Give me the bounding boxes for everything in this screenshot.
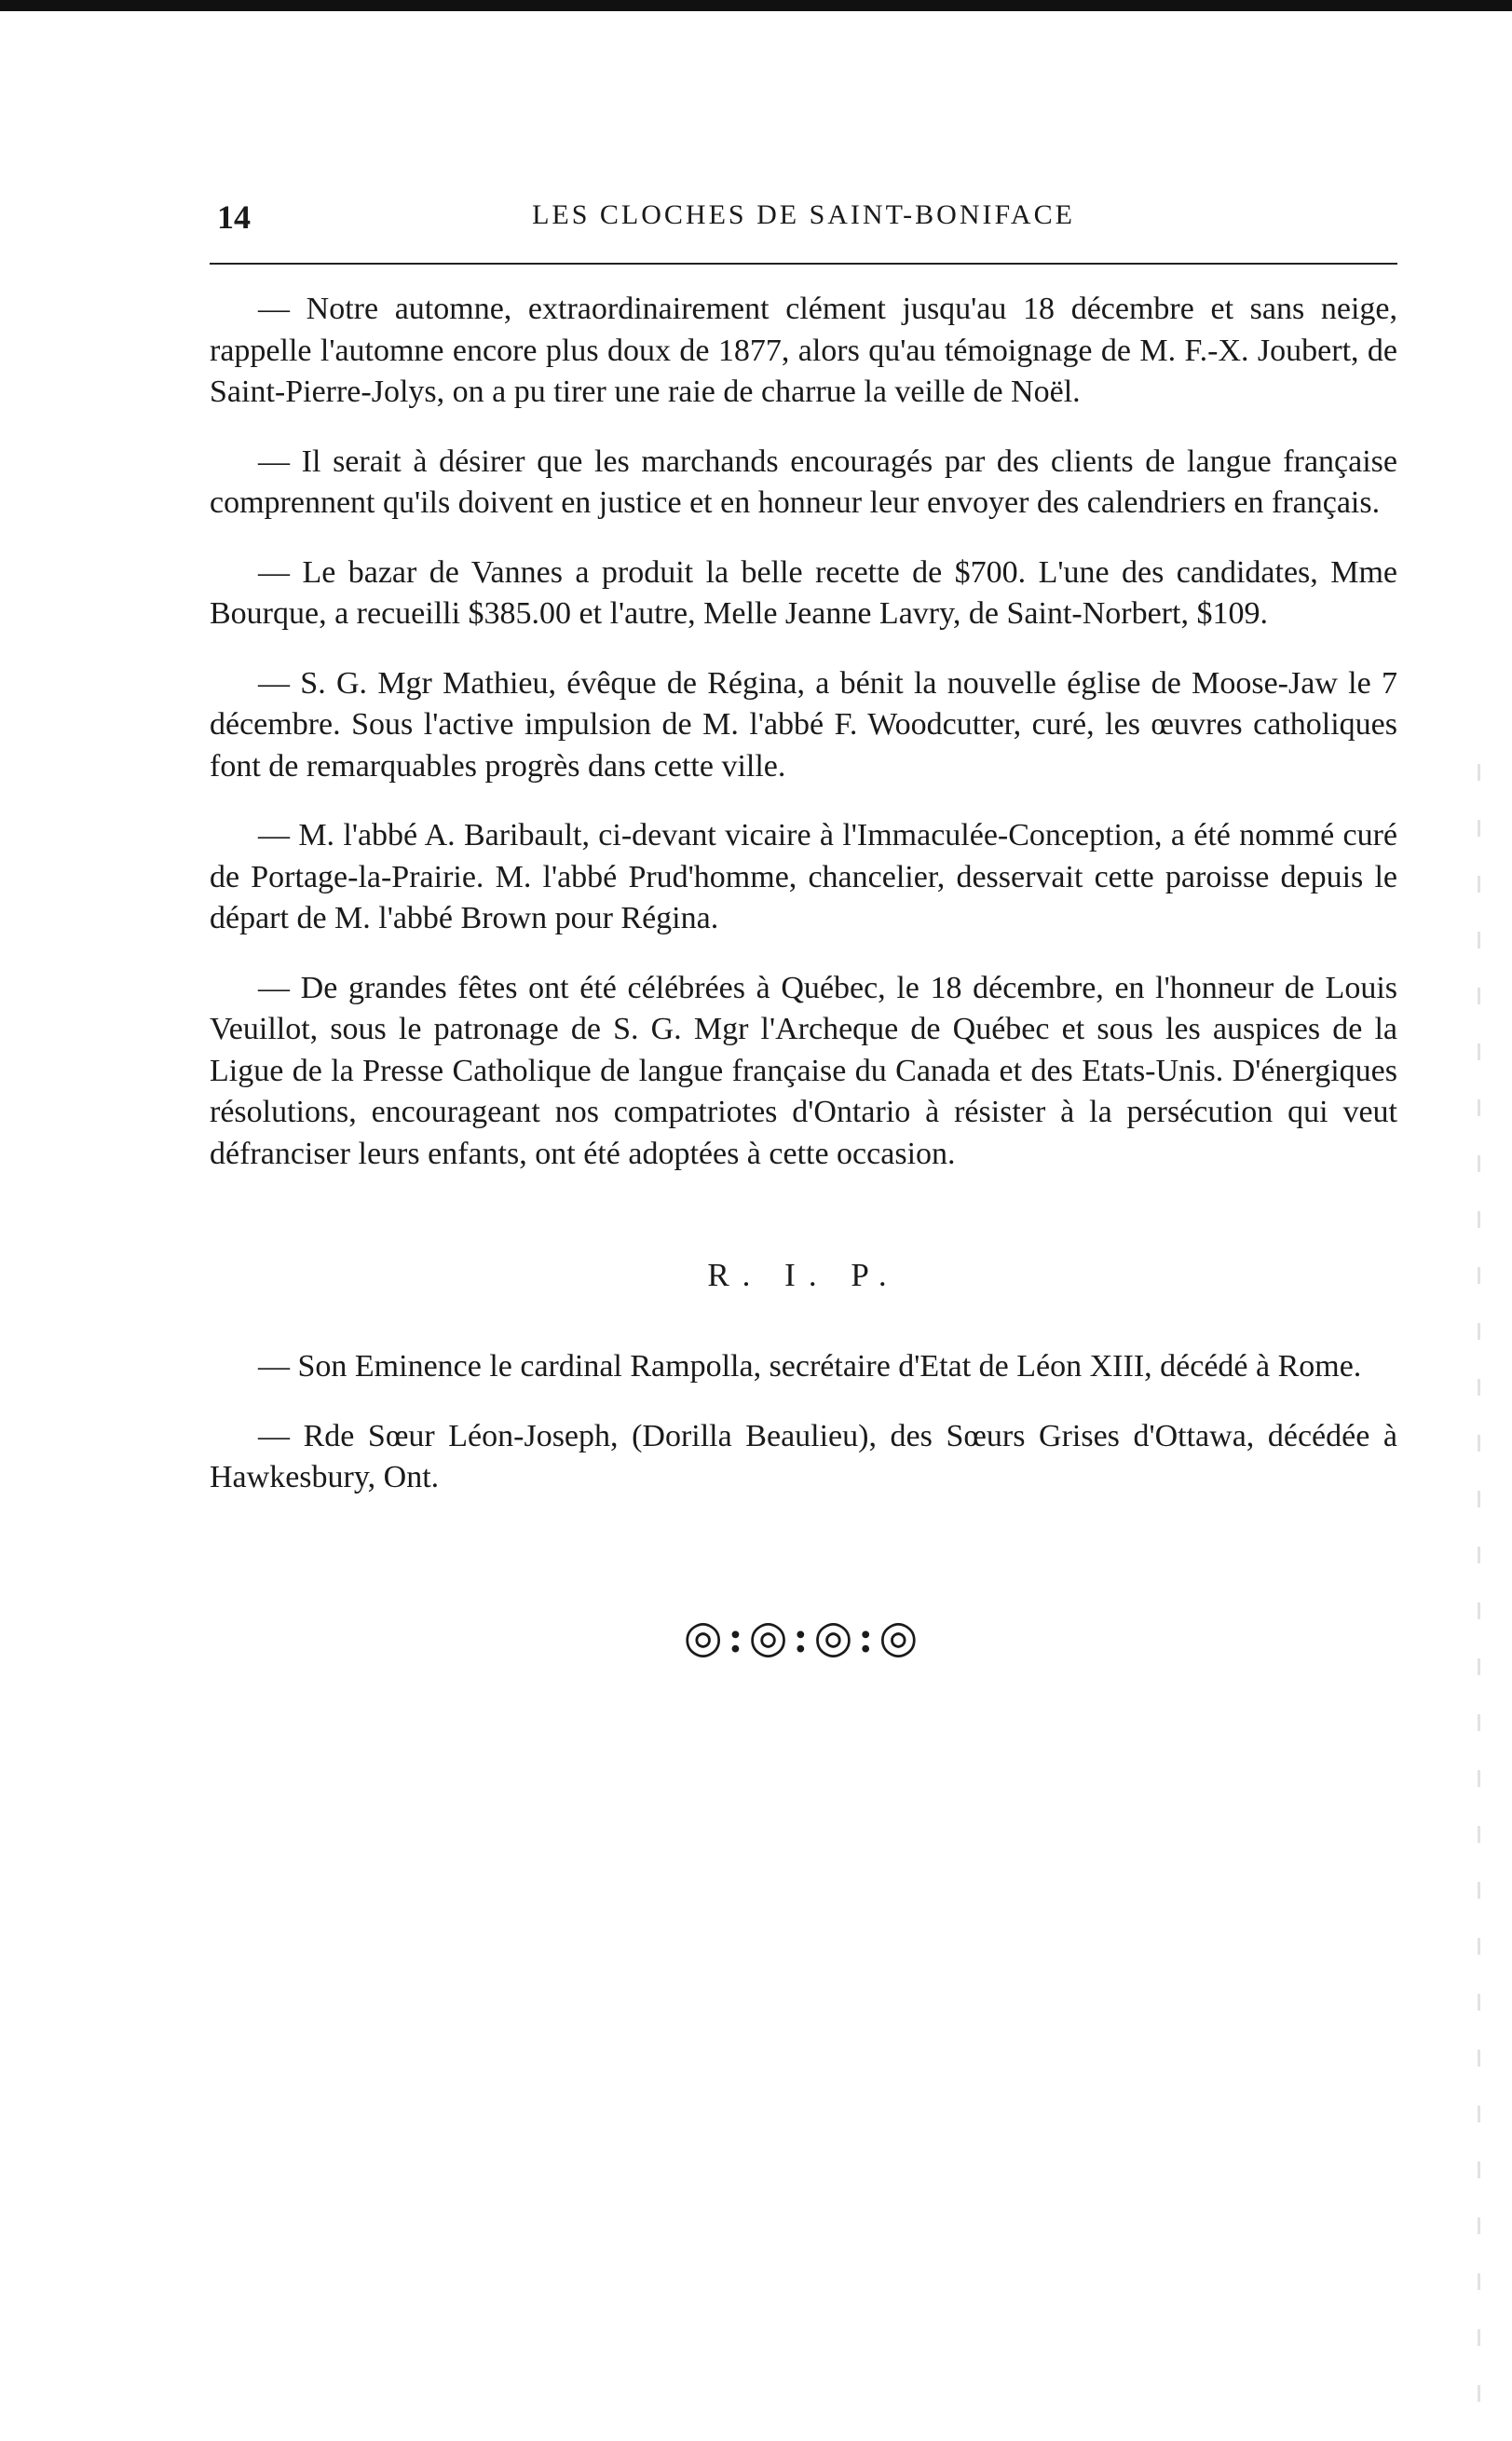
rip-heading: R. I. P. [707, 1257, 900, 1293]
news-item-quebec: — De grandes fêtes ont été célébrées à Québec, le 18 décembre, en l'honneur de Louis Veuillot, sous le patronage de S. G. Mgr l'Archeque de Québec et sous les auspices de la Ligue de la Presse Catholique de langue française du Canada et des Etats-Unis. D'énergiques résolutions, encourageant nos compatriotes d'Ontario à résister à la persécution qui veut défranciser leurs enfants, ont été adoptées à cette occasion. [210, 970, 1397, 1171]
page-number: 14 [217, 198, 251, 236]
obituary-rampolla: — Son Eminence le cardinal Rampolla, secrétaire d'Etat de Léon XIII, décédé à Rome. [258, 1349, 1362, 1384]
news-item-bazar: — Le bazar de Vannes a produit la belle recette de $700. L'une des candidates, Mme Bourque, a recueilli $385.00 et l'autre, Melle Jeanne Lavry, de Saint-Norbert, $109. [210, 554, 1397, 631]
header-rule [210, 263, 1397, 265]
page-edge-shadow [1478, 764, 1480, 2441]
ornament-icon: ◎:◎:◎:◎ [683, 1612, 924, 1662]
news-item-calendars: — Il serait à désirer que les marchands encouragés par des clients de langue française comprennent qu'ils doivent en justice et en honneur leur envoyer des calendriers en français. [210, 443, 1397, 520]
running-title: LES CLOCHES DE SAINT-BONIFACE [532, 199, 1075, 230]
news-item-moose-jaw: — S. G. Mgr Mathieu, évêque de Régina, a bénit la nouvelle église de Moose-Jaw le 7 décembre. Sous l'active impulsion de M. l'abbé F. Woodcutter, curé, les œuvres catholiques font de remarquables progrès dans cette ville. [210, 665, 1397, 784]
document-page [210, 186, 1397, 1663]
news-item-autumn: — Notre automne, extraordinairement clément jusqu'au 18 décembre et sans neige, rappelle l'automne encore plus doux de 1877, alors qu'au témoignage de M. F.-X. Joubert, de Saint-Pierre-Jolys, on a pu tirer une raie de charrue la veille de Noël. [210, 292, 1397, 409]
obituary-soeur-leon-joseph: — Rde Sœur Léon-Joseph, (Dorilla Beaulieu), des Sœurs Grises d'Ottawa, décédée à Hawkesbury, Ont. [210, 1418, 1397, 1494]
news-item-portage: — M. l'abbé A. Baribault, ci-devant vicaire à l'Immaculée-Conception, a été nommé curé de Portage-la-Prairie. M. l'abbé Prud'homme, chancelier, desservait cette paroisse depuis le départ de M. l'abbé Brown pour Régina. [210, 818, 1397, 935]
top-border [0, 0, 1512, 11]
running-header [210, 186, 1397, 252]
